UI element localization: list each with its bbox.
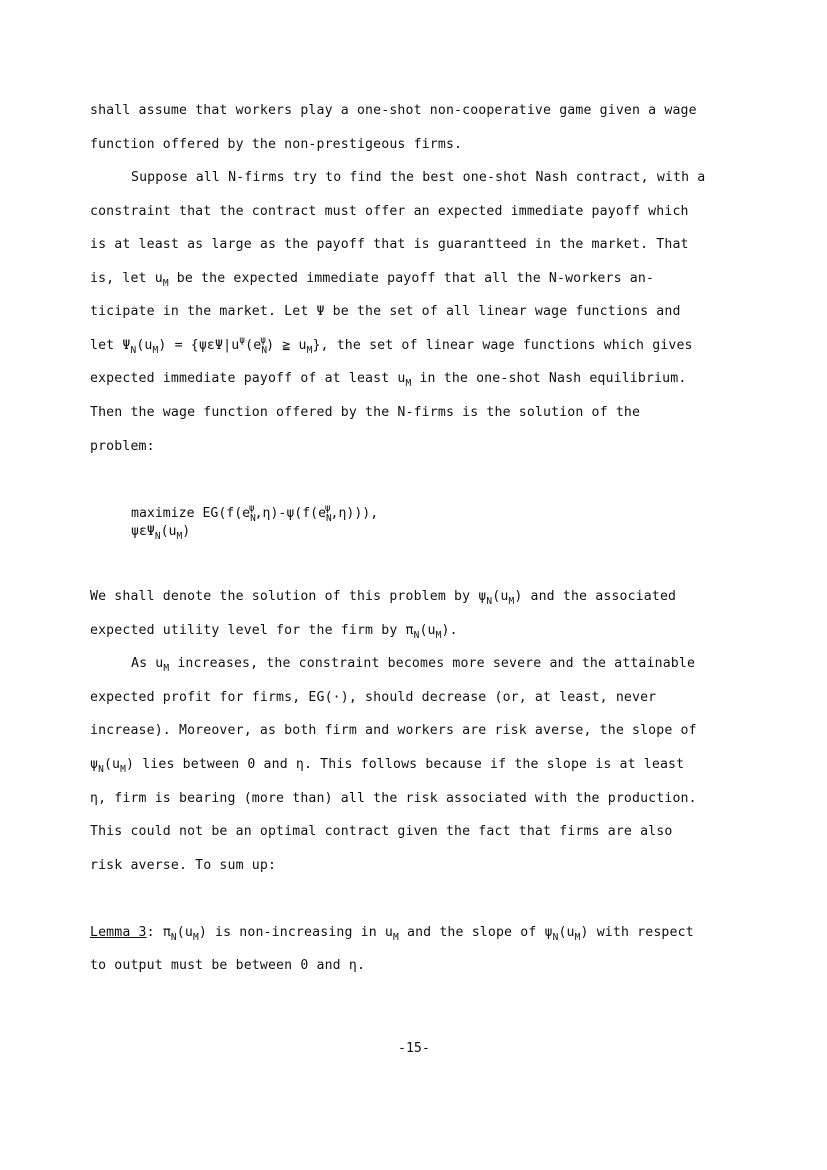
- text-fragment: (u: [136, 338, 153, 353]
- text-fragment: expected immediate payoff of at least u: [90, 371, 406, 386]
- text-fragment: (u: [492, 589, 509, 604]
- subscript: N: [170, 932, 177, 943]
- text-line: function offered by the non-prestigeous firms.: [90, 137, 463, 152]
- subscript: M: [393, 932, 399, 943]
- subscript: N: [326, 513, 332, 524]
- text-fragment: ).: [441, 623, 458, 638]
- text-fragment: ) with respect: [580, 925, 694, 940]
- text-fragment: ) is non-increasing in u: [198, 925, 394, 940]
- text-fragment: }, the set of linear wage functions which gives: [312, 338, 693, 353]
- subscript: M: [508, 596, 515, 607]
- text-line: [90, 271, 654, 287]
- superscript: ψ: [239, 335, 246, 346]
- subscript: N: [486, 596, 493, 607]
- text-fragment: ,η))),: [330, 506, 379, 521]
- text-fragment: be the expected immediate payoff that all the N-workers an-: [168, 271, 655, 286]
- subscript: M: [152, 345, 159, 356]
- text-line: [90, 757, 684, 773]
- text-line: expected profit for firms, EG(·), should decrease (or, at least, never: [90, 690, 657, 705]
- text-line: increase). Moreover, as both firm and workers are risk averse, the slope of: [90, 723, 697, 738]
- subscript: N: [261, 345, 268, 356]
- text-fragment: (u: [558, 925, 575, 940]
- subscript: M: [163, 663, 170, 674]
- text-fragment: (u: [419, 623, 436, 638]
- text-line: to output must be between 0 and η.: [90, 958, 366, 973]
- subscript: M: [574, 932, 581, 943]
- text-fragment: ψεΨ: [131, 524, 155, 539]
- text-fragment: (u: [176, 925, 193, 940]
- subscript: M: [176, 531, 183, 542]
- text-line: Then the wage function offered by the N-firms is the solution of the: [90, 405, 641, 420]
- lemma-label: Lemma 3: [90, 925, 147, 940]
- text-line: [131, 656, 695, 672]
- subscript: N: [413, 630, 420, 641]
- text-fragment: in the one-shot Nash equilibrium.: [411, 371, 687, 386]
- text-fragment: EG(f(e: [194, 506, 251, 521]
- text-fragment: ) ≧ u: [266, 338, 307, 353]
- text-fragment: expected utility level for the firm by π: [90, 623, 414, 638]
- subscript: N: [154, 531, 161, 542]
- text-fragment: ) and the associated: [514, 589, 677, 604]
- text-fragment: is, let u: [90, 271, 163, 286]
- lemma-statement: [90, 925, 694, 941]
- text-fragment: ,η)-ψ(f(e: [254, 506, 327, 521]
- text-fragment: ) lies between 0 and η. This follows because if the slope is at least: [126, 757, 685, 772]
- text-fragment: ψ: [90, 757, 99, 772]
- text-fragment: As u: [131, 656, 164, 671]
- text-line: shall assume that workers play a one-shot non-cooperative game given a wage: [90, 103, 697, 118]
- text-fragment: ) = {ψεΨ|u: [158, 338, 240, 353]
- text-line: is at least as large as the payoff that is guarantteed in the market. That: [90, 237, 689, 252]
- subscript: N: [98, 764, 104, 775]
- text-fragment: (e: [245, 338, 262, 353]
- text-fragment: We shall denote the solution of this problem by ψ: [90, 589, 487, 604]
- text-fragment: ): [182, 524, 191, 539]
- page-number: -15-: [398, 1041, 430, 1056]
- subscript: M: [306, 345, 313, 356]
- subscript: N: [552, 932, 559, 943]
- text-line: risk averse. To sum up:: [90, 858, 277, 873]
- text-fragment: : π: [146, 925, 171, 940]
- text-line: Suppose all N-firms try to find the best one-shot Nash contract, with a: [131, 170, 706, 185]
- subscript: N: [250, 513, 256, 524]
- text-fragment: let Ψ: [90, 338, 131, 353]
- text-line: [90, 371, 686, 387]
- text-line: η, firm is bearing (more than) all the risk associated with the production.: [90, 791, 697, 806]
- text-line: ticipate in the market. Let Ψ be the set of all linear wage functions and: [90, 304, 681, 319]
- subscript: M: [162, 278, 169, 289]
- equation-constraint: [131, 524, 190, 540]
- superscript: ψ: [248, 503, 255, 514]
- text-fragment: (u: [103, 757, 121, 772]
- equation: [131, 503, 379, 524]
- superscript: ψ: [324, 503, 331, 514]
- text-fragment: increases, the constraint becomes more severe and the attainable: [169, 656, 696, 671]
- text-fragment: (u: [160, 524, 177, 539]
- equation-operator: maximize: [131, 506, 195, 521]
- subscript: M: [120, 764, 127, 775]
- text-fragment: and the slope of ψ: [398, 925, 553, 940]
- text-line: [90, 335, 693, 356]
- subscript: M: [435, 630, 442, 641]
- text-line: problem:: [90, 439, 155, 454]
- subscript: M: [192, 932, 199, 943]
- text-line: [90, 623, 458, 639]
- superscript: ψ: [260, 335, 267, 346]
- text-line: constraint that the contract must offer an expected immediate payoff which: [90, 204, 689, 219]
- text-line: [90, 589, 676, 605]
- subscript: N: [130, 345, 137, 356]
- text-line: This could not be an optimal contract given the fact that firms are also: [90, 824, 673, 839]
- subscript: M: [405, 378, 412, 389]
